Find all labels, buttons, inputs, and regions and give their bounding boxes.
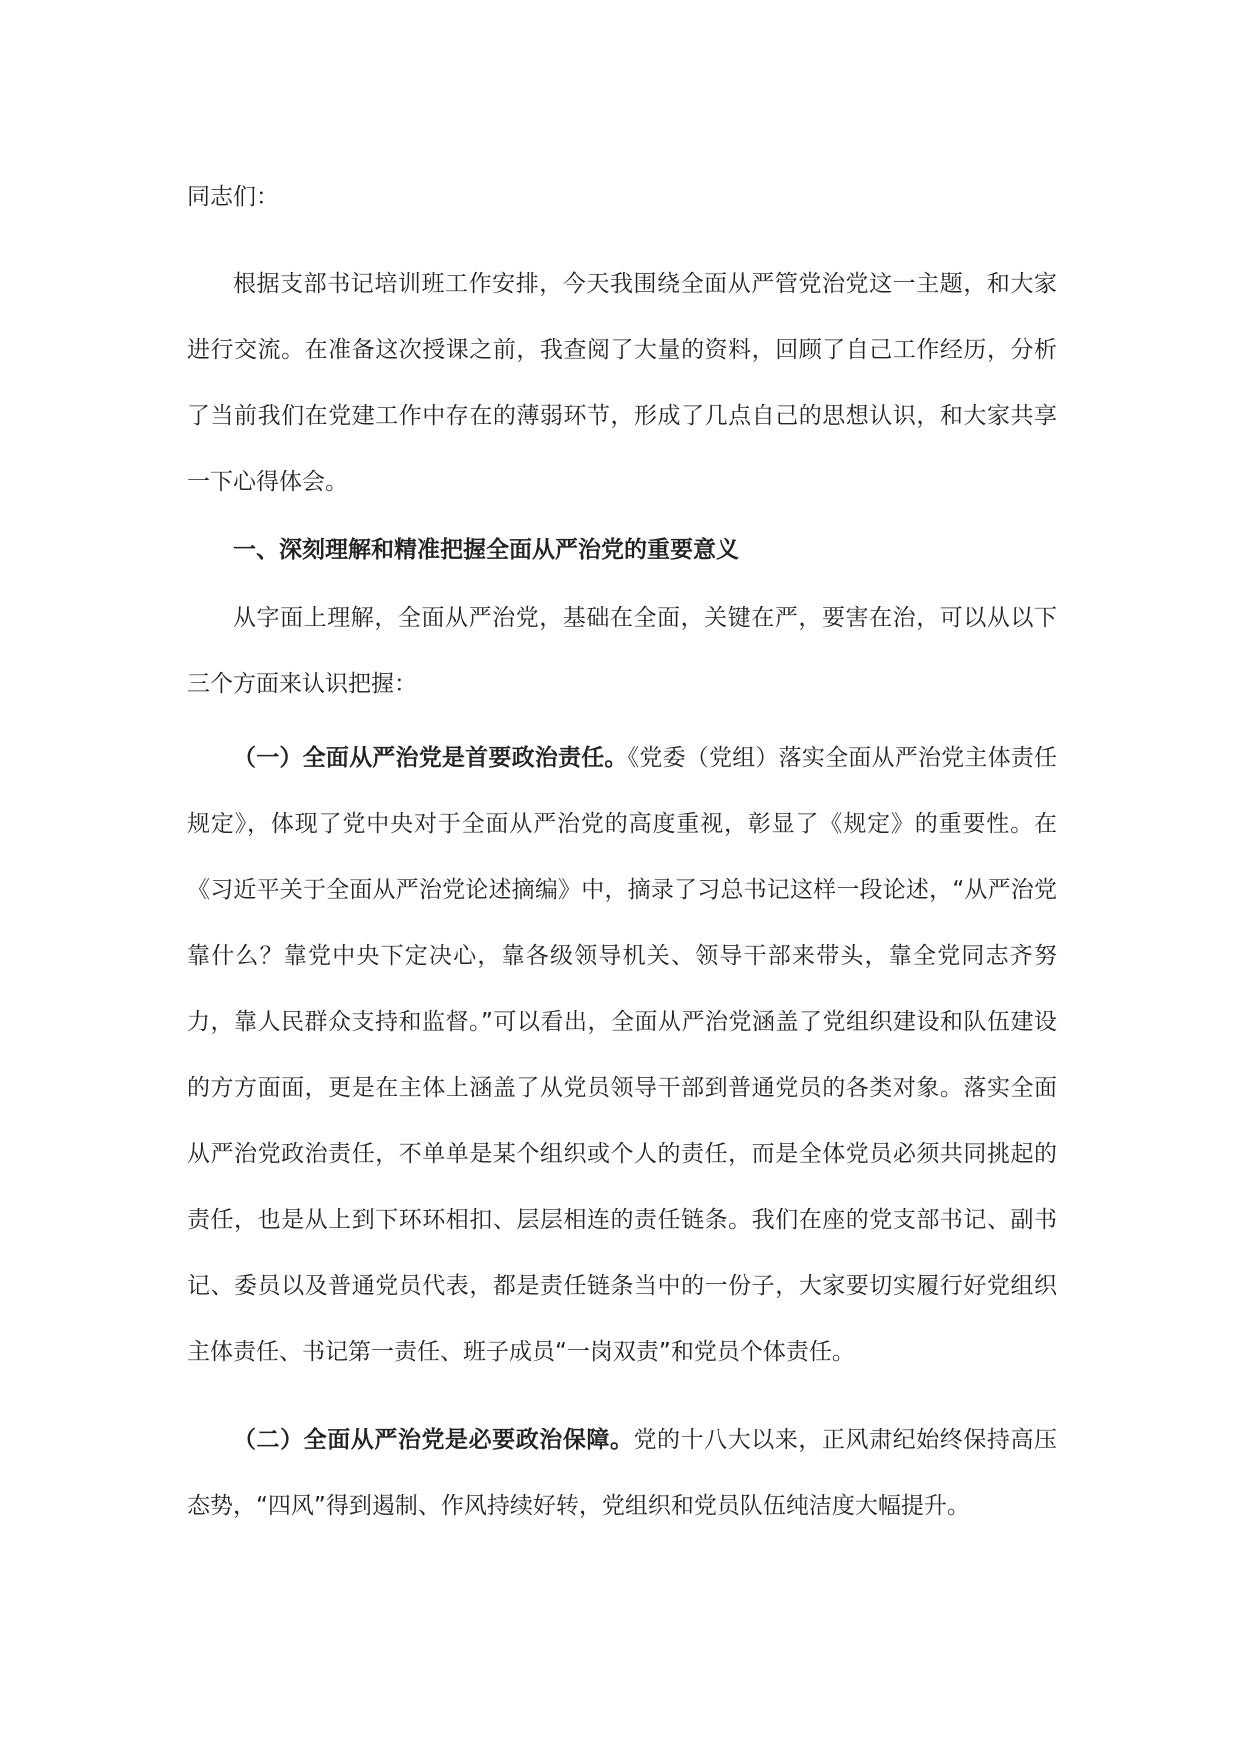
salutation: 同志们： [187,184,279,210]
subsection-paragraph-1 [187,725,1057,1385]
subsection-body-2: 党的十八大以来，正风肃纪始终保持高压态势，“四风”得到遏制、作风持续好转，党组织和党员队伍纯洁度大幅提升。 [187,1427,1057,1519]
section-intro-paragraph: 从字面上理解，全面从严治党，基础在全面，关键在严，要害在治，可以从以下三个方面来认识把握： [187,605,1057,697]
subsection-body-1: 《党委（党组）落实全面从严治党主体责任规定》，体现了党中央对于全面从严治党的高度重视，彰显了《规定》的重要性。在《习近平关于全面从严治党论述摘编》中，摘录了习总书记这样一段论述，“从严治党靠什么？靠党中央下定决心，靠各级领导机关、领导干部来带头，靠全党同志齐努力，靠人民群众支持和监督。”可以看出，全面从严治党涵盖了党组织建设和队伍建设的方方面面，更是在主体上涵盖了从党员领导干部到普通党员的各类对象。落实全面从严治党政治责任，不单单是某个组织或个人的责任，而是全体党员必须共同挑起的责任，也是从上到下环环相扣、层层相连的责任链条。我们在座的党支部书记、副书记、委员以及普通党员代表，都是责任链条当中的一份子，大家要切实履行好党组织主体责任、书记第一责任、班子成员“一岗双责”和党员个体责任。 [187,745,1058,1365]
subsection-heading-2: （二）全面从严治党是必要政治保障。 [233,1427,634,1453]
subsection-paragraph-2 [187,1407,1057,1539]
section-heading: 一、深刻理解和精准把握全面从严治党的重要意义 [233,537,739,563]
intro-paragraph: 根据支部书记培训班工作安排，今天我围绕全面从严管党治党这一主题，和大家进行交流。在准备这次授课之前，我查阅了大量的资料，回顾了自己工作经历，分析了当前我们在党建工作中存在的薄弱环节，形成了几点自己的思想认识，和大家共享一下心得体会。 [187,271,1057,495]
document-body [187,173,1057,1539]
subsection-heading-1: （一）全面从严治党是首要政治责任。 [233,745,628,771]
